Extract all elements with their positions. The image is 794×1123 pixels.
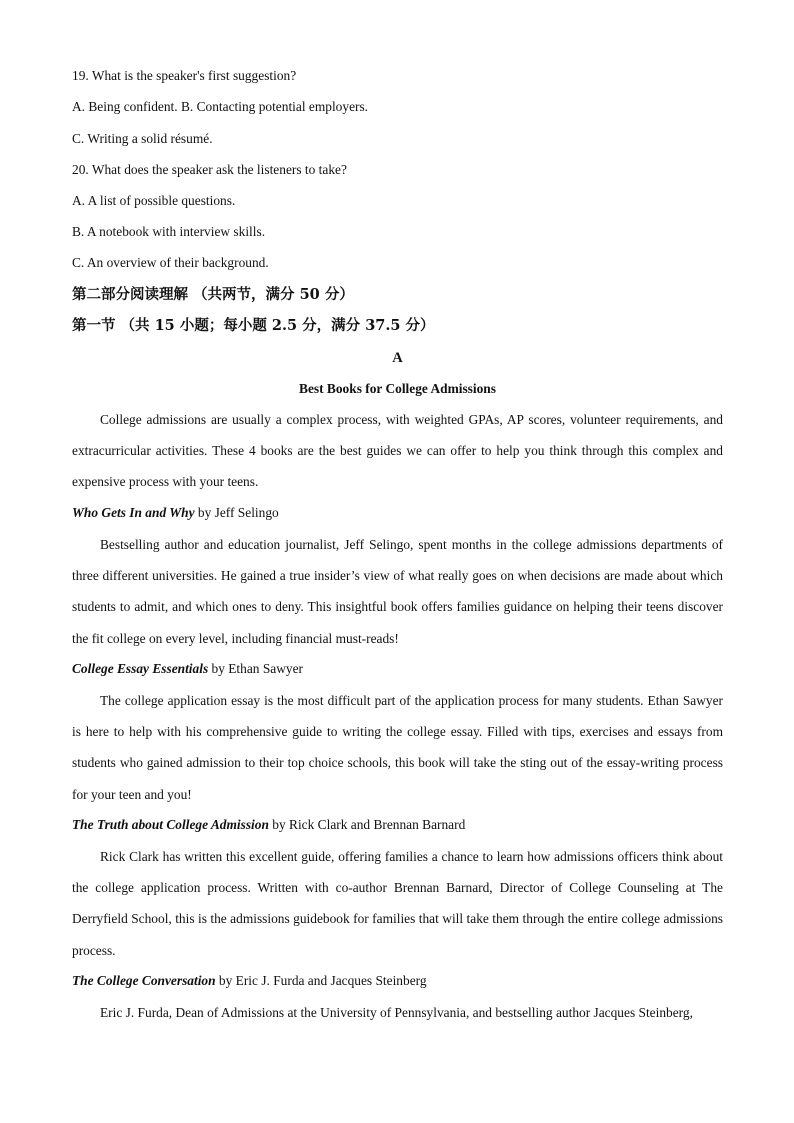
book-heading-1	[72, 504, 279, 522]
question-20-stem: 20. What does the speaker ask the listeners to take?	[72, 162, 347, 177]
question-19-stem: 19. What is the speaker's first suggestion?	[72, 68, 297, 83]
part-two-heading: 第二部分阅读理解 （共两节，满分 50 分）	[72, 286, 354, 303]
book-description-3-text: Rick Clark has written this excellent guide, offering families a chance to learn how admissions officers think about the college application process. Written with co-author Brennan Barnard, Director of College Counseling at The Derryfield School, this is the admissions guidebook for families that will take them through the entire college admissions process.	[72, 849, 723, 958]
book-description-1-text: Bestselling author and education journalist, Jeff Selingo, spent months in the college admissions departments of three different universities. He gained a true insider’s view of what really goes on when decisions are made about which students to admit, and which ones to deny. This insightful book offers families guidance on helping their teens discover the fit college on every level, including financial must-reads!	[72, 537, 723, 646]
book-title-2: College Essay Essentials	[72, 661, 209, 676]
section-one-heading: 第一节 （共 15 小题；每小题 2.5 分，满分 37.5 分）	[72, 317, 435, 334]
question-19-options-a-b: A. Being confident. B. Contacting potential employers.	[72, 99, 369, 114]
book-title-4: The College Conversation	[72, 973, 216, 988]
passage-title: Best Books for College Admissions	[299, 381, 496, 396]
question-19-option-c: C. Writing a solid résumé.	[72, 131, 213, 146]
question-20-option-c: C. An overview of their background.	[72, 255, 269, 270]
book-byline-1: by Jeff Selingo	[194, 505, 279, 520]
book-byline-4: by Eric J. Furda and Jacques Steinberg	[215, 973, 427, 988]
book-title-1: Who Gets In and Why	[72, 505, 195, 520]
book-description-4	[72, 997, 723, 1028]
book-description-2-text: The college application essay is the most difficult part of the application process for many students. Ethan Sawyer is here to help with his comprehensive guide to writing the college essay. Filled with tips, exercises and essays from students who gained admission to their top choice schools, this book will take the sting out of the essay-writing process for your teen and you!	[72, 693, 723, 802]
book-description-1	[72, 529, 723, 654]
book-title-3: The Truth about College Admission	[72, 817, 269, 832]
passage-intro	[72, 404, 723, 498]
question-20-option-a: A. A list of possible questions.	[72, 193, 236, 208]
book-byline-2: by Ethan Sawyer	[208, 661, 303, 676]
book-heading-2	[72, 660, 303, 678]
book-byline-3: by Rick Clark and Brennan Barnard	[268, 817, 466, 832]
passage-intro-text: College admissions are usually a complex process, with weighted GPAs, AP scores, volunteer requirements, and extracurricular activities. These 4 books are the best guides we can offer to help you think through this complex and expensive process with your teens.	[72, 412, 723, 490]
book-heading-4	[72, 972, 427, 990]
book-description-4-text: Eric J. Furda, Dean of Admissions at the University of Pennsylvania, and bestselling author Jacques Steinberg,	[100, 1005, 693, 1020]
book-heading-3	[72, 816, 465, 834]
passage-letter: A	[392, 350, 403, 366]
book-description-3	[72, 841, 723, 966]
question-20-option-b: B. A notebook with interview skills.	[72, 224, 266, 239]
book-description-2	[72, 685, 723, 810]
